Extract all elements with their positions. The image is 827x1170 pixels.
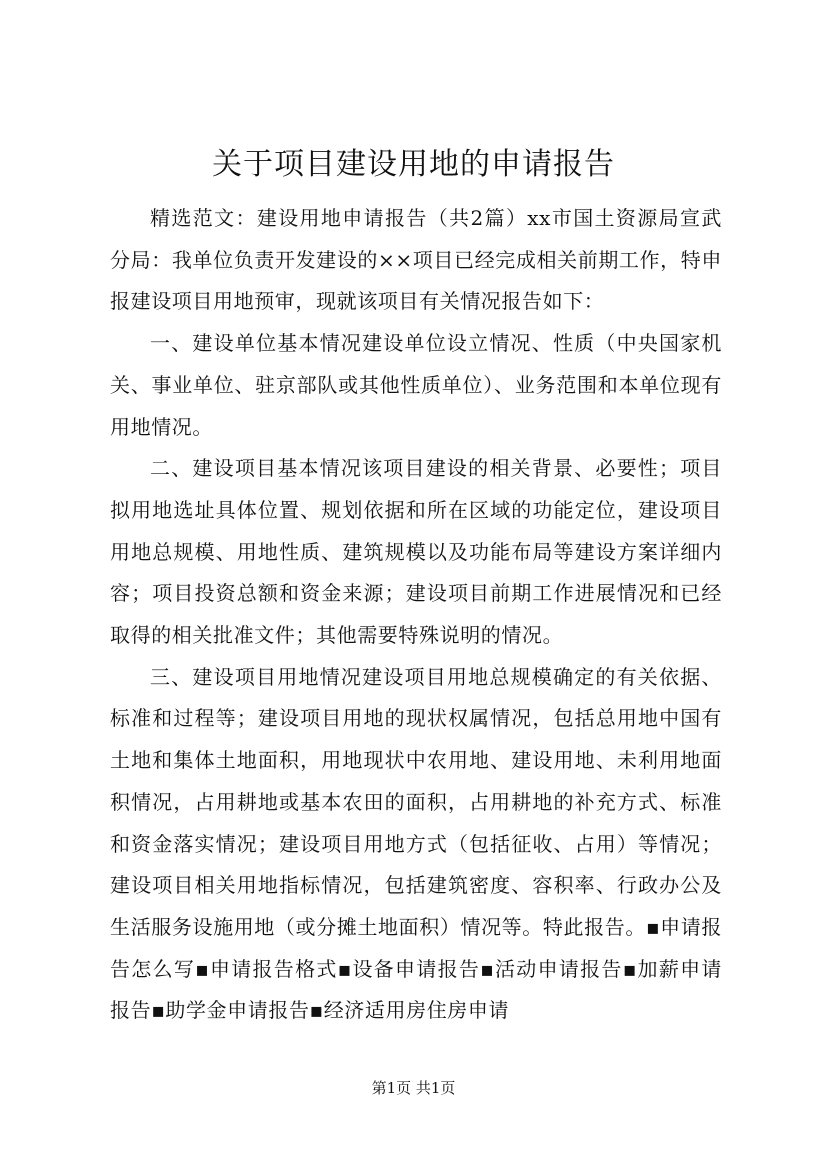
document-body [110,198,722,1032]
paragraph-section-3: 三、建设项目用地情况建设项目用地总规模确定的有关依据、标准和过程等；建设项目用地的现状权属情况，包括总用地中国有土地和集体土地面积，用地现状中农用地、建设用地、未利用地面积情况，占用耕地或基本农田的面积，占用耕地的补充方式、标准和资金落实情况；建设项目用地方式（包括征收、占用）等情况；建设项目相关用地指标情况，包括建筑密度、容积率、行政办公及生活服务设施用地（或分摊土地面积）情况等。特此报告。▪申请报告怎么写▪申请报告格式▪设备申请报告▪活动申请报告▪加薪申请报告▪助学金申请报告▪经济适用房住房申请 [110,664,722,1023]
page-footer: 第1页 共1页 [371,1079,456,1097]
document-title: 关于项目建设用地的申请报告 [212,147,615,182]
paragraph-section-1: 一、建设单位基本情况建设单位设立情况、性质（中央国家机关、事业单位、驻京部队或其他性质单位）、业务范围和本单位现有用地情况。 [110,331,722,439]
paragraph-section-2: 二、建设项目基本情况该项目建设的相关背景、必要性；项目拟用地选址具体位置、规划依据和所在区域的功能定位，建设项目用地总规模、用地性质、建筑规模以及功能布局等建设方案详细内容；项目投资总额和资金来源；建设项目前期工作进展情况和已经取得的相关批准文件；其他需要特殊说明的情况。 [110,456,722,648]
paragraph-intro: 精选范文：建设用地申请报告（共2篇）xx市国土资源局宣武分局：我单位负责开发建设的××项目已经完成相关前期工作，特申报建设项目用地预审，现就该项目有关情况报告如下： [110,206,722,314]
